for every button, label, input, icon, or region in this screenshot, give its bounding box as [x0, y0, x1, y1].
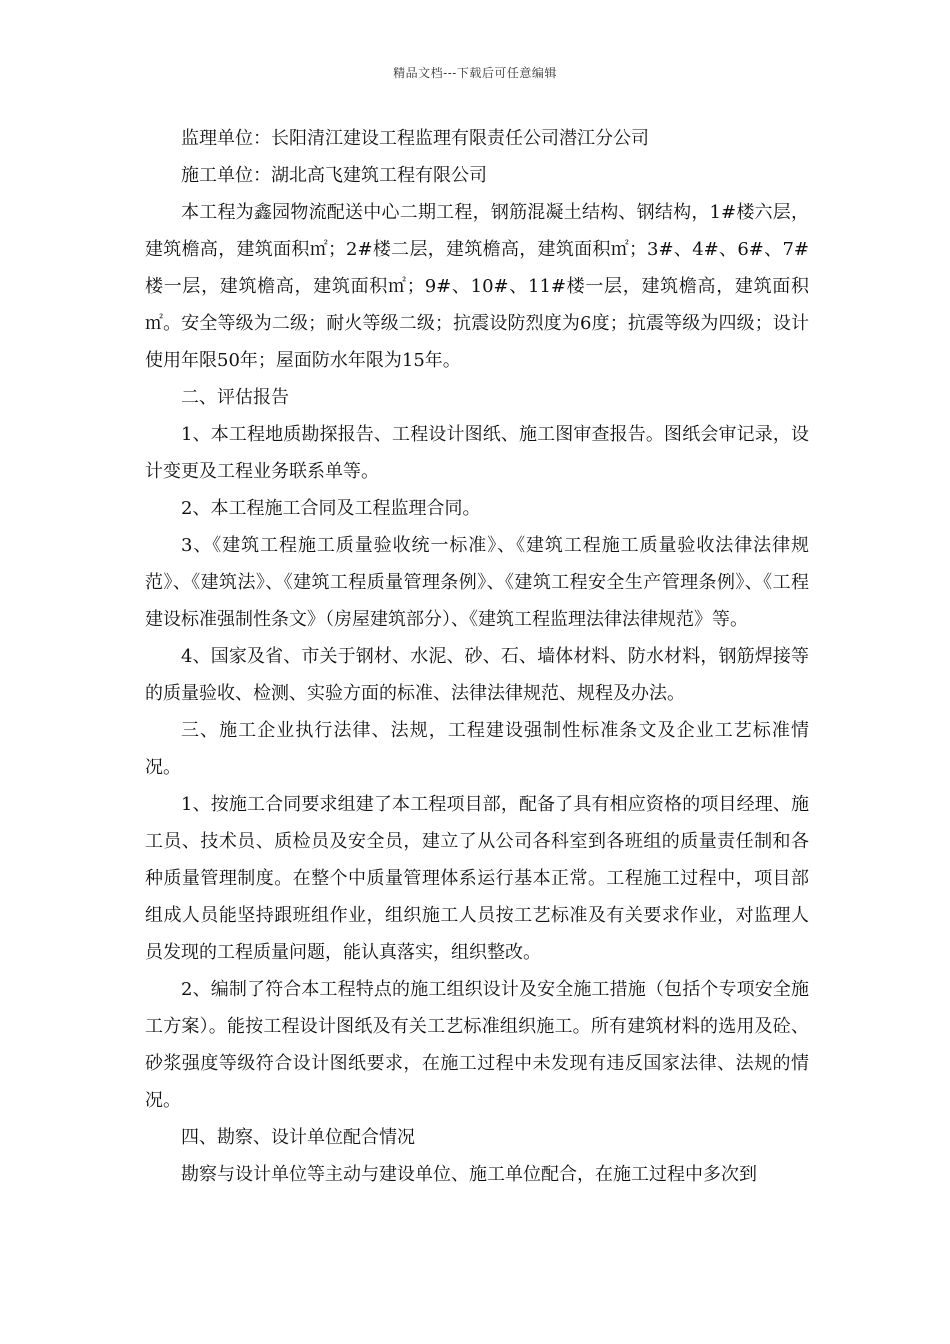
paragraph-supervision-unit: 监理单位：长阳清江建设工程监理有限责任公司潜江分公司 [181, 128, 649, 149]
paragraph-compliance-item-1: 1、按施工合同要求组建了本工程项目部，配备了具有相应资格的项目经理、施工员、技术员、质检员及安全员，建立了从公司各科室到各班组的质量责任制和各种质量管理制度。在整个中质量管理体系运行基本正常。工程施工过程中，项目部组成人员能坚持跟班组作业，组织施工人员按工艺标准及有关要求作业，对监理人员发现的工程质量问题，能认真落实，组织整改。 [145, 794, 809, 963]
paragraph-project-overview: 本工程为鑫园物流配送中心二期工程，钢筋混凝土结构、钢结构，1#楼六层，建筑檐高，建筑面积㎡；2#楼二层，建筑檐高，建筑面积㎡；3#、4#、6#、7#楼一层，建筑檐高，建筑面积㎡；9#、10#、11#楼一层，建筑檐高，建筑面积㎡。安全等级为二级；耐火等级二级；抗震设防烈度为6度；抗震等级为四级；设计使用年限50年；屋面防水年限为15年。 [145, 202, 809, 371]
paragraph-item-2: 2、本工程施工合同及工程监理合同。 [181, 498, 481, 519]
section-heading-survey-design: 四、勘察、设计单位配合情况 [181, 1127, 415, 1148]
paragraph-construction-unit: 施工单位：湖北高飞建筑工程有限公司 [181, 165, 487, 186]
document-body [145, 120, 809, 1193]
page-header: 精品文档---下载后可任意编辑 [393, 66, 557, 80]
paragraph-item-3: 3、《建筑工程施工质量验收统一标准》、《建筑工程施工质量验收法律法律规范》、《建筑法》、《建筑工程质量管理条例》、《建筑工程安全生产管理条例》、《工程建设标准强制性条文》（房屋建筑部分）、《建筑工程监理法律法律规范》等。 [145, 535, 809, 630]
paragraph-compliance-item-2: 2、编制了符合本工程特点的施工组织设计及安全施工措施（包括个专项安全施工方案）。能按工程设计图纸及有关工艺标准组织施工。所有建筑材料的选用及砼、砂浆强度等级符合设计图纸要求，在施工过程中未发现有违反国家法律、法规的情况。 [145, 979, 809, 1111]
paragraph-item-1: 1、本工程地质勘探报告、工程设计图纸、施工图审查报告。图纸会审记录，设计变更及工程业务联系单等。 [145, 424, 809, 482]
section-heading-enterprise-compliance: 三、施工企业执行法律、法规，工程建设强制性标准条文及企业工艺标准情况。 [145, 720, 809, 778]
paragraph-survey-design: 勘察与设计单位等主动与建设单位、施工单位配合，在施工过程中多次到 [181, 1164, 757, 1185]
section-heading-evaluation-report: 二、评估报告 [181, 387, 289, 408]
paragraph-item-4: 4、国家及省、市关于钢材、水泥、砂、石、墙体材料、防水材料，钢筋焊接等的质量验收、检测、实验方面的标准、法律法律规范、规程及办法。 [145, 646, 809, 704]
